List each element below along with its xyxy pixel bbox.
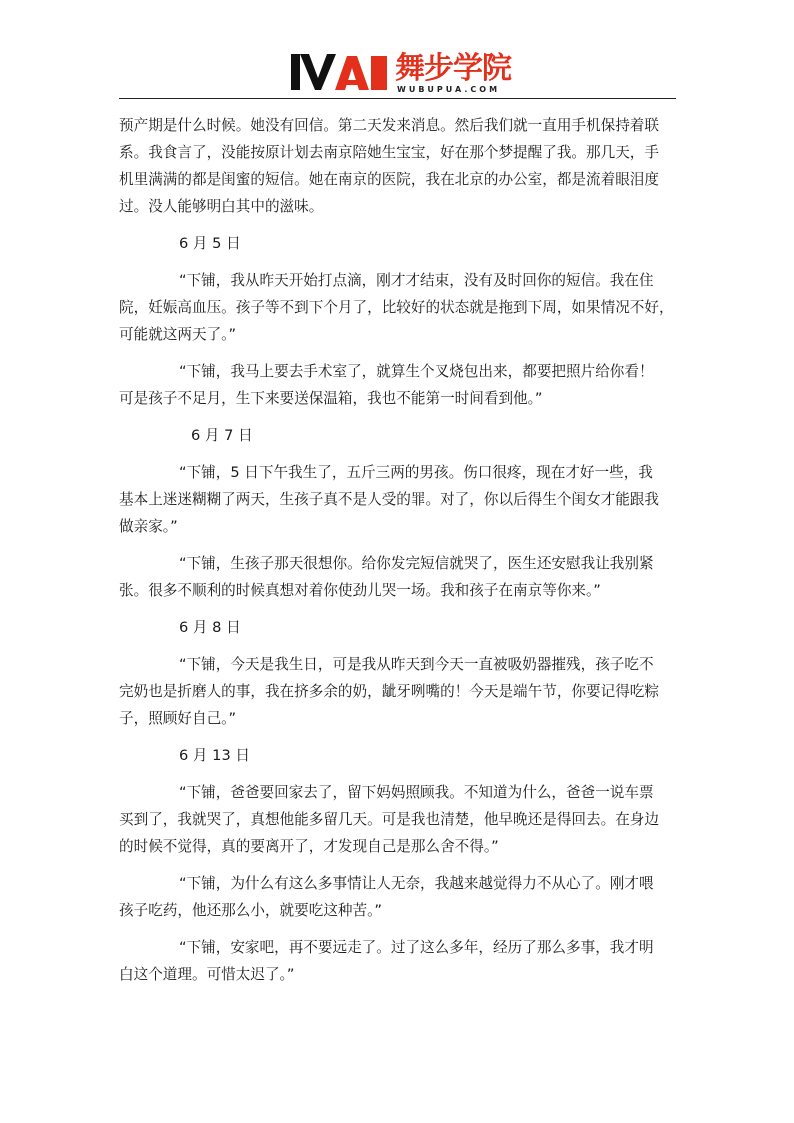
paragraph bbox=[119, 779, 689, 860]
text-line: “下铺，安家吧，再不要远走了。过了这么多年，经历了那么多事，我才明 bbox=[179, 939, 654, 956]
text-line: 张。很多不顺利的时候真想对着你使劲儿哭一场。我和孩子在南京等你来。” bbox=[119, 582, 601, 599]
text-line: 孩子吃药，他还那么小，就要吃这种苦。” bbox=[119, 902, 382, 919]
paragraph bbox=[119, 358, 689, 412]
logo-domain-text: WUBUPUA.COM bbox=[397, 85, 501, 94]
text-line: 的时候不觉得，真的要离开了，才发现自己是那么舍不得。” bbox=[119, 838, 499, 855]
text-line: 白这个道理。可惜太迟了。” bbox=[119, 966, 295, 983]
logo-chinese-text: 舞步学院 bbox=[395, 51, 511, 86]
logo-mark-icon bbox=[291, 50, 391, 94]
paragraph bbox=[119, 934, 689, 988]
date-heading: 6 月 5 日 bbox=[179, 235, 241, 252]
text-line: 机里满满的都是闺蜜的短信。她在南京的医院，我在北京的办公室，都是流着眼泪度 bbox=[119, 171, 659, 188]
text-line: “下铺，今天是我生日，可是我从昨天到今天一直被吸奶器摧残，孩子吃不 bbox=[179, 656, 654, 673]
text-line: 系。我食言了，没能按原计划去南京陪她生宝宝，好在那个梦提醒了我。那几天，手 bbox=[119, 144, 659, 161]
date-heading: 6 月 13 日 bbox=[179, 747, 250, 764]
header-divider bbox=[119, 98, 676, 99]
text-line: 买到了，我就哭了，真想他能多留几天。可是我也清楚，他早晚还是得回去。在身边 bbox=[119, 811, 659, 828]
text-line: 做亲家。” bbox=[119, 518, 178, 535]
text-line: 子，照顾好自己。” bbox=[119, 710, 237, 727]
paragraph bbox=[119, 550, 689, 604]
text-line: “下铺，爸爸要回家去了，留下妈妈照顾我。不知道为什么，爸爸一说车票 bbox=[179, 784, 654, 801]
paragraph bbox=[119, 870, 689, 924]
paragraph bbox=[119, 112, 689, 220]
text-line: 过。没人能够明白其中的滋味。 bbox=[119, 198, 324, 215]
text-line: “下铺，为什么有这么多事情让人无奈，我越来越觉得力不从心了。刚才喂 bbox=[179, 875, 654, 892]
text-line: 预产期是什么时候。她没有回信。第二天发来消息。然后我们就一直用手机保持着联 bbox=[119, 117, 659, 134]
paragraph bbox=[119, 267, 689, 348]
date-heading: 6 月 8 日 bbox=[179, 619, 241, 636]
text-line: “下铺，生孩子那天很想你。给你发完短信就哭了，医生还安慰我让我别紧 bbox=[179, 555, 654, 572]
page-header bbox=[119, 44, 676, 100]
text-line: 可能就这两天了。” bbox=[119, 326, 237, 343]
date-heading: 6 月 7 日 bbox=[191, 427, 253, 444]
paragraph bbox=[119, 651, 689, 732]
text-line: “下铺，我马上要去手术室了，就算生个叉烧包出来，都要把照片给你看！ bbox=[179, 363, 654, 380]
document-body bbox=[119, 112, 689, 998]
paragraph bbox=[119, 459, 689, 540]
brand-logo bbox=[291, 50, 511, 96]
text-line: 完奶也是折磨人的事，我在挤多余的奶，龇牙咧嘴的！今天是端午节，你要记得吃粽 bbox=[119, 683, 659, 700]
text-line: 基本上迷迷糊糊了两天，生孩子真不是人受的罪。对了，你以后得生个闺女才能跟我 bbox=[119, 491, 659, 508]
text-line: 院，妊娠高血压。孩子等不到下个月了，比较好的状态就是拖到下周，如果情况不好， bbox=[119, 299, 674, 316]
text-line: 可是孩子不足月，生下来要送保温箱，我也不能第一时间看到他。” bbox=[119, 390, 543, 407]
text-line: “下铺，5 日下午我生了，五斤三两的男孩。伤口很疼，现在才好一些，我 bbox=[179, 464, 653, 481]
text-line: “下铺，我从昨天开始打点滴，刚才才结束，没有及时回你的短信。我在住 bbox=[179, 272, 654, 289]
